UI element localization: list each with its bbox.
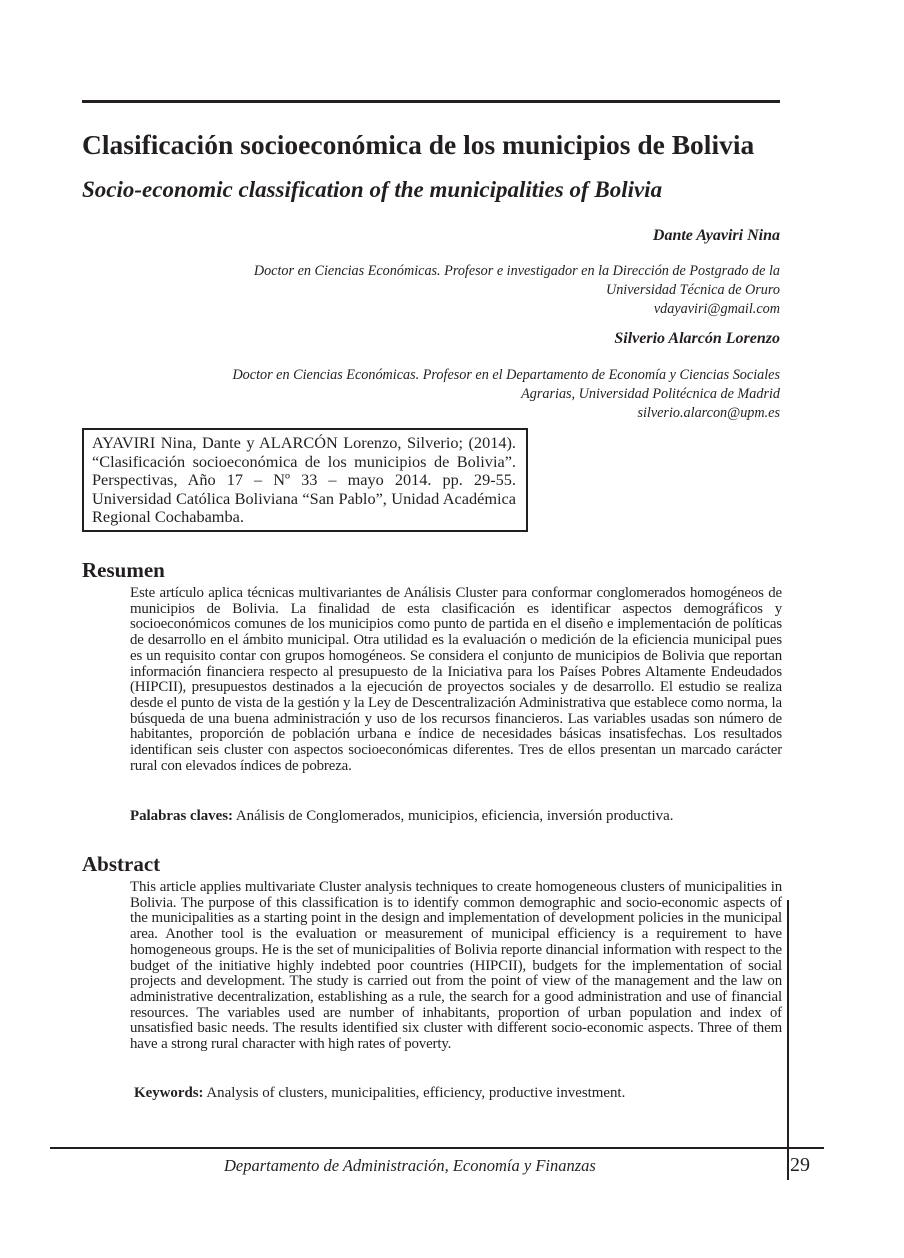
author-1-affiliation-line: Doctor en Ciencias Económicas. Profesor e investigador en la Dirección de Postgrado de la (253, 263, 780, 279)
keywords-value: Análisis de Conglomerados, municipios, eficiencia, inversión productiva. (235, 808, 674, 824)
abstract-keywords (134, 1084, 625, 1102)
abstract-heading: Abstract (82, 852, 161, 876)
author-1-name: Dante Ayaviri Nina (652, 227, 780, 244)
page-number: 29 (790, 1154, 810, 1176)
abstract-text: This article applies multivariate Cluster analysis techniques to create homogeneous clusters of municipalities in Bolivia. The purpose of this classification is to identify common demographic and socio-economic aspects of the municipalities as a starting point in the design and implementation of development policies in the municipal area. Another tool is the evaluation or measurement of municipal efficiency is a requirement to have homogeneous groups. He is the set of municipalities of Bolivia reporte dinancial information with respect to the budget of the initiative highly indebted poor countries (HIPCII), budgets for the implementation of social projects and development. The study is carried out from the point of view of the management and the law on administrative decentralization, establishing as a rule, the search for a good administration and use of financial resources. The variables used are number of inhabitants, proportion of urban population and index of unsatisfied basic needs. The results identified six cluster with different socio-economic aspects. Three of them have a strong rural character with high rates of poverty. (130, 879, 782, 1053)
resumen-keywords (130, 807, 673, 825)
article-title-spanish: Clasificación socioeconómica de los municipios de Bolivia (82, 129, 755, 160)
author-1-email: vdayaviri@gmail.com (653, 301, 780, 317)
keywords-label: Palabras claves: (130, 808, 233, 824)
bottom-rule (50, 1147, 824, 1149)
article-title-english: Socio-economic classification of the municipalities of Bolivia (82, 177, 663, 202)
top-rule (82, 100, 780, 103)
author-2-affiliation-line: Doctor en Ciencias Económicas. Profesor en el Departamento de Economía y Ciencias Sociales (232, 367, 780, 383)
vertical-rule (787, 900, 789, 1180)
author-2-email: silverio.alarcon@upm.es (637, 405, 780, 421)
resumen-heading: Resumen (82, 558, 165, 582)
author-1-affiliation (254, 262, 780, 319)
author-1-affiliation-line: Universidad Técnica de Oruro (605, 282, 780, 298)
keywords-value: Analysis of clusters, municipalities, efficiency, productive investment. (206, 1085, 626, 1101)
author-2-affiliation (232, 366, 780, 423)
footer-department: Departamento de Administración, Economía y Finanzas (224, 1156, 596, 1175)
resumen-text: Este artículo aplica técnicas multivariantes de Análisis Cluster para conformar conglomerados homogéneos de municipios de Bolivia. La finalidad de esta clasificación es identificar aspectos demográficos y socioeconómicos comunes de los municipios como punto de partida en el diseño e implementación de políticas de desarrollo en el ámbito municipal. Otra utilidad es la evaluación o medición de la eficiencia municipal pues es un requisito contar con grupos homogéneos. Se considera el conjunto de municipios de Bolivia que reportan información financiera respecto al presupuesto de la Iniciativa para los Países Pobres Altamente Endeudados (HIPCII), presupuestos destinados a la ejecución de proyectos sociales y de desarrollo. El estudio se realiza desde el punto de vista de la gestión y la Ley de Descentralización Administrativa que establece como norma, la búsqueda de una buena administración y uso de los recursos financieros. Las variables usadas son número de habitantes, proporción de población urbana e índice de necesidades básicas insatisfechas. Los resultados identifican seis cluster con aspectos socioeconómicas diferentes. Tres de ellos presentan un marcado carácter rural con elevados índices de pobreza. (130, 585, 782, 774)
keywords-label: Keywords: (134, 1085, 204, 1101)
citation-box: AYAVIRI Nina, Dante y ALARCÓN Lorenzo, Silverio; (2014). “Clasificación socioeconómica de los municipios de Bolivia”. Perspectivas, Año 17 – Nº 33 – mayo 2014. pp. 29-55. Universidad Católica Boliviana “San Pablo”, Unidad Académica Regional Cochabamba. (82, 428, 528, 532)
author-2-name: Silverio Alarcón Lorenzo (614, 330, 780, 347)
author-2-affiliation-line: Agrarias, Universidad Politécnica de Madrid (521, 386, 780, 402)
